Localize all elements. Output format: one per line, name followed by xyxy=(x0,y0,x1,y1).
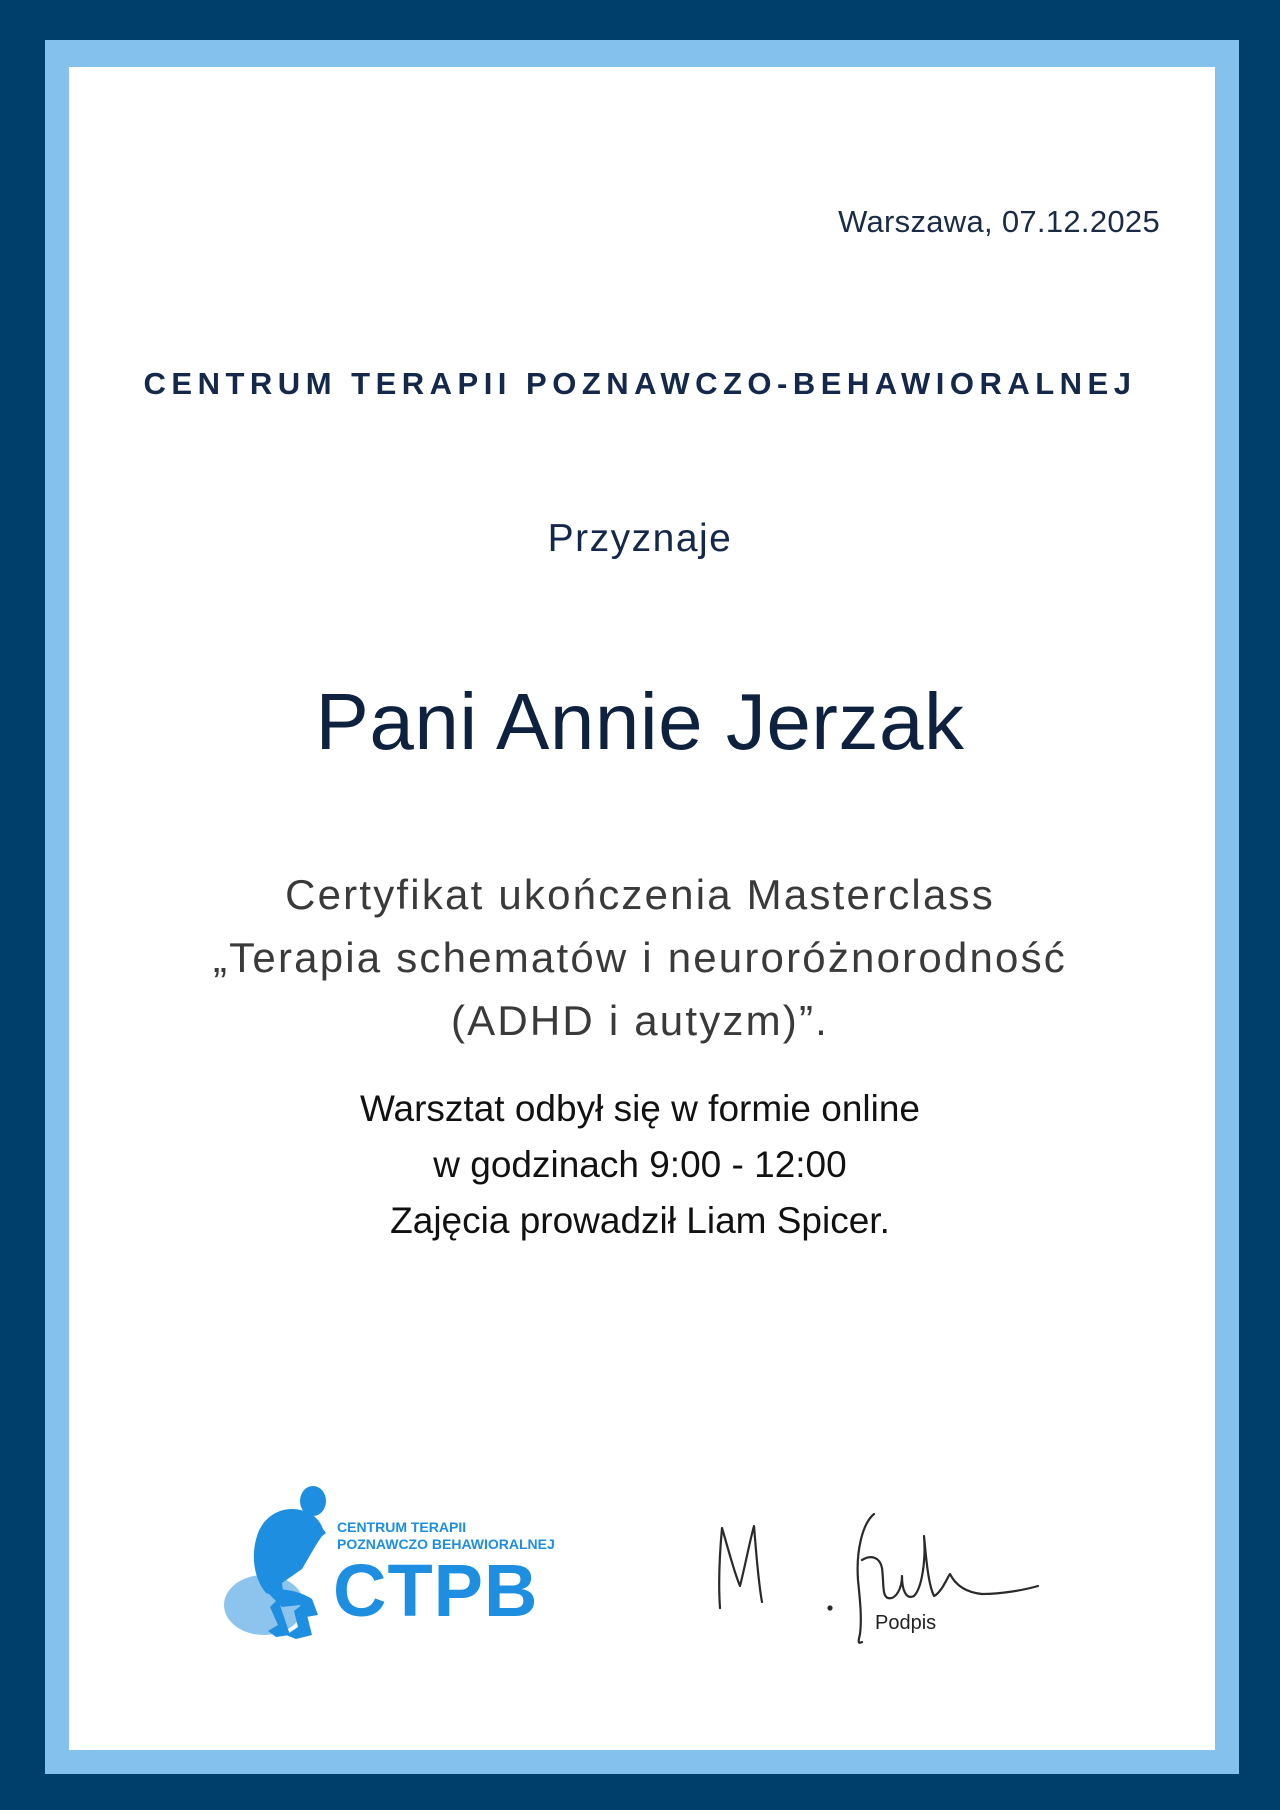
course-line: (ADHD i autyzm)”. xyxy=(450,997,830,1044)
course-line: „Terapia schematów i neuroróżnorodność xyxy=(213,934,1067,981)
workshop-details xyxy=(0,1081,1280,1249)
logo-line-2: POZNAWCZO BEHAWIORALNEJ xyxy=(337,1536,555,1552)
ctpb-logo xyxy=(220,1475,580,1645)
thinker-figure-icon xyxy=(220,1475,335,1645)
awards-label: Przyznaje xyxy=(547,517,733,560)
logo-line-1: CENTRUM TERAPII xyxy=(337,1519,467,1535)
course-line: Certyfikat ukończenia Masterclass xyxy=(285,871,995,918)
signature-block xyxy=(712,1500,1048,1650)
detail-line: Zajęcia prowadził Liam Spicer. xyxy=(390,1200,890,1241)
recipient-name: Pani Annie Jerzak xyxy=(315,677,965,766)
signature-label: Podpis xyxy=(875,1612,937,1634)
course-title xyxy=(0,863,1280,1052)
date-line: Warszawa, 07.12.2025 xyxy=(838,204,1160,239)
organization-name: CENTRUM TERAPII POZNAWCZO-BEHAWIORALNEJ xyxy=(143,366,1137,401)
detail-line: w godzinach 9:00 - 12:00 xyxy=(433,1144,847,1185)
logo-acronym: CTPB xyxy=(333,1549,539,1632)
detail-line: Warsztat odbył się w formie online xyxy=(359,1088,920,1129)
